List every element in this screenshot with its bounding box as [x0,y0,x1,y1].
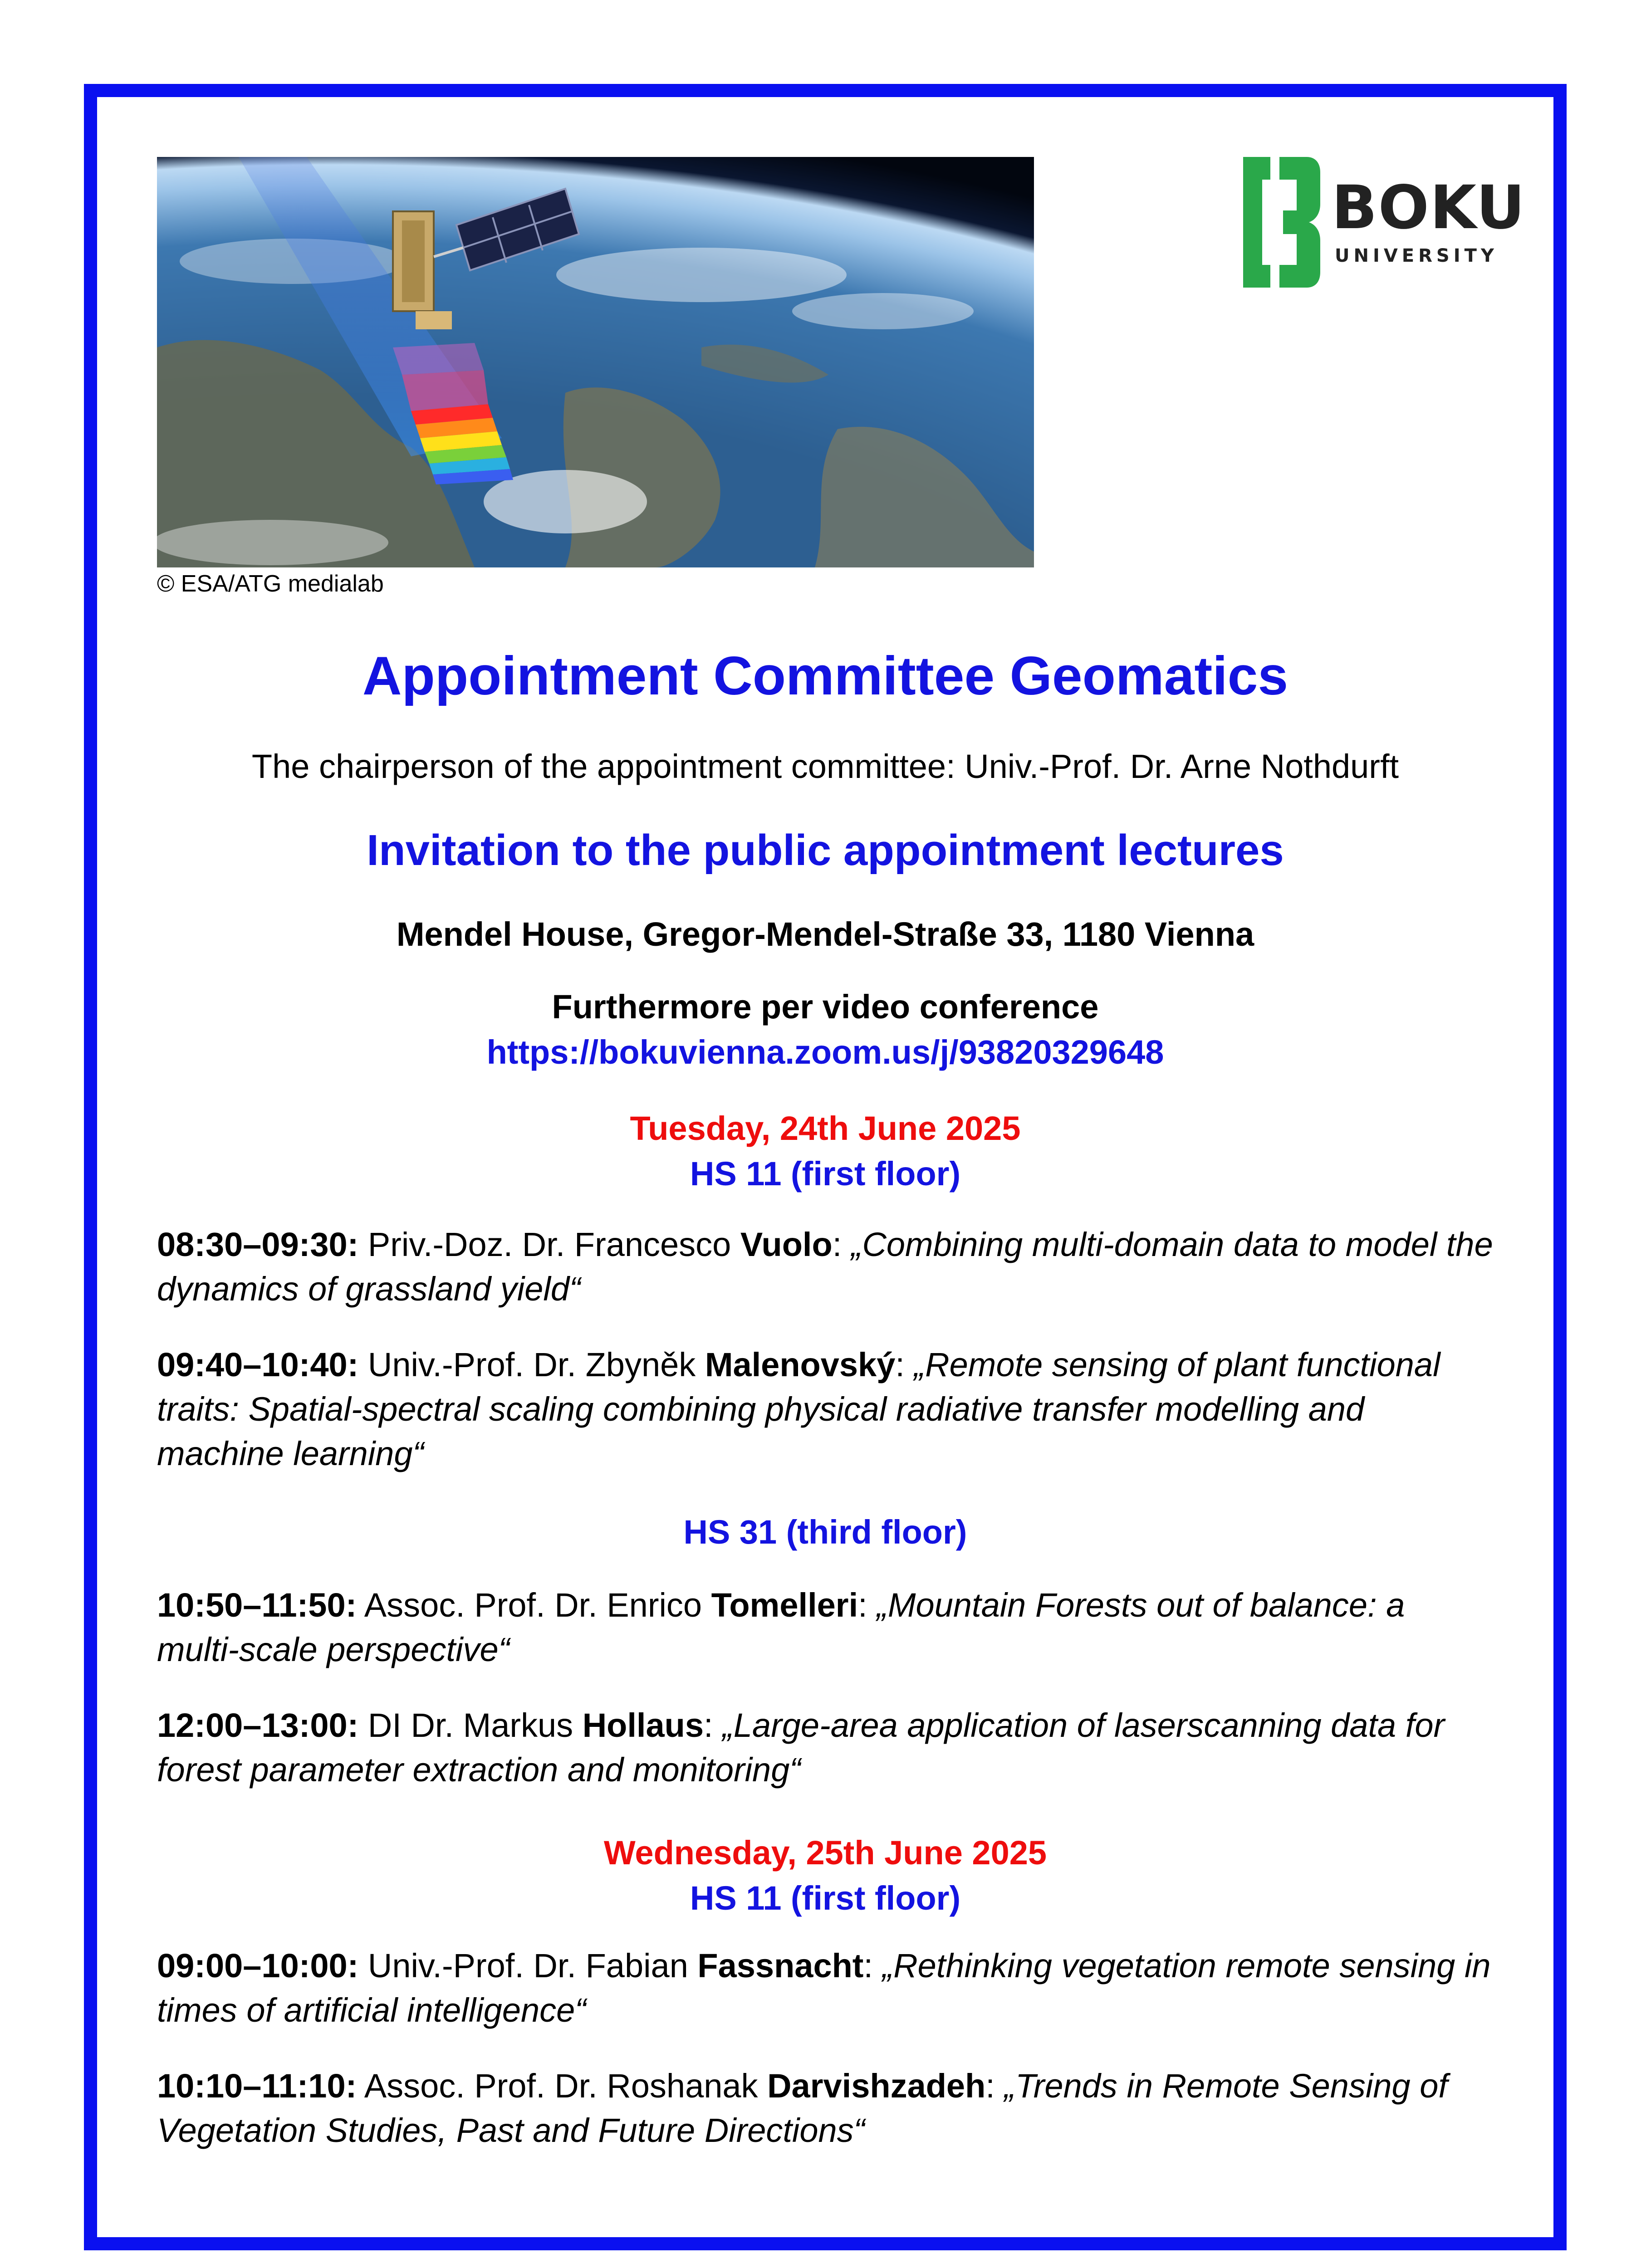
day-date: Wednesday, 25th June 2025 [603,1834,1047,1872]
speaker-title: Assoc. Prof. Dr. Roshanak [364,2067,758,2105]
room-label: HS 11 (first floor) [690,1879,961,1917]
logo-wordmark: BOKU [1332,173,1526,243]
lecture-topic: „Remote sensing of plant functional traits: Spatial-spectral scaling combining physical radiative transfer modelling and machine learning“ [157,1346,1440,1472]
lecture-time: 10:50–11:50: [157,1586,357,1624]
lecture-item: 08:30–09:30: Priv.-Doz. Dr. Francesco Vuolo: „Combining multi-domain data to model the dynamics of grassland yield“ [157,1226,1493,1308]
speaker-surname: Tomelleri [711,1586,858,1624]
lecture-item: 09:40–10:40: Univ.-Prof. Dr. Zbyněk Malenovský: „Remote sensing of plant functional traits: Spatial-spectral scaling combining physical radiative transfer modelling and machine learning“ [157,1346,1440,1472]
boku-bracket-icon [1234,154,1325,290]
day-date: Tuesday, 24th June 2025 [630,1110,1021,1147]
venue-address: Mendel House, Gregor-Mendel-Straße 33, 1180 Vienna [396,915,1254,953]
image-credit: © ESA/ATG medialab [157,571,384,597]
day-header-tuesday [157,1106,1494,1197]
video-conference [157,984,1494,1075]
room-label: HS 31 (third floor) [683,1513,967,1551]
day-header-wednesday [157,1830,1494,1921]
lecture-time: 10:10–11:10: [157,2067,357,2105]
page-title: Appointment Committee Geomatics [362,645,1288,706]
lecture-item: 09:00–10:00: Univ.-Prof. Dr. Fabian Fassnacht: „Rethinking vegetation remote sensing in times of artificial intelligence“ [157,1947,1491,2029]
video-label: Furthermore per video conference [552,988,1099,1026]
speaker-title: DI Dr. Markus [367,1706,573,1744]
lecture-time: 08:30–09:30: [157,1226,359,1263]
lecture-topic: „Combining multi-domain data to model the dynamics of grassland yield“ [157,1226,1493,1308]
speaker-surname: Malenovský [705,1346,896,1383]
speaker-title: Assoc. Prof. Dr. Enrico [364,1586,702,1624]
speaker-surname: Darvishzadeh [767,2067,986,2105]
lecture-time: 09:00–10:00: [157,1947,359,1984]
speaker-title: Univ.-Prof. Dr. Fabian [367,1947,688,1984]
satellite-image [157,157,1034,567]
lecture-item: 12:00–13:00: DI Dr. Markus Hollaus: „Large-area application of laserscanning data for forest parameter extraction and monitoring“ [157,1706,1445,1789]
speaker-surname: Vuolo [740,1226,833,1263]
zoom-link[interactable]: https://bokuvienna.zoom.us/j/93820329648 [486,1033,1164,1071]
lecture-item: 10:50–11:50: Assoc. Prof. Dr. Enrico Tomelleri: „Mountain Forests out of balance: a multi-scale perspective“ [157,1586,1405,1668]
lecture-topic: „Mountain Forests out of balance: a multi-scale perspective“ [157,1586,1405,1668]
lecture-item: 10:10–11:10: Assoc. Prof. Dr. Roshanak Darvishzadeh: „Trends in Remote Sensing of Vegetation Studies, Past and Future Directions“ [157,2067,1448,2149]
speaker-surname: Hollaus [582,1706,704,1744]
chairperson-line: The chairperson of the appointment committee: Univ.-Prof. Dr. Arne Nothdurft [251,748,1399,785]
logo-subtitle: UNIVERSITY [1335,245,1498,266]
speaker-surname: Fassnacht [697,1947,864,1984]
speaker-title: Univ.-Prof. Dr. Zbyněk [367,1346,696,1383]
lecture-time: 12:00–13:00: [157,1706,359,1744]
lecture-topic: „Trends in Remote Sensing of Vegetation Studies, Past and Future Directions“ [157,2067,1448,2149]
lecture-time: 09:40–10:40: [157,1346,359,1383]
speaker-title: Priv.-Doz. Dr. Francesco [367,1226,731,1263]
lecture-topic: „Large-area application of laserscanning data for forest parameter extraction and monitoring“ [157,1706,1445,1789]
boku-logo [1234,154,1526,290]
room-label: HS 11 (first floor) [690,1155,961,1193]
lecture-topic: „Rethinking vegetation remote sensing in times of artificial intelligence“ [157,1947,1491,2029]
invitation-heading: Invitation to the public appointment lectures [367,826,1284,875]
